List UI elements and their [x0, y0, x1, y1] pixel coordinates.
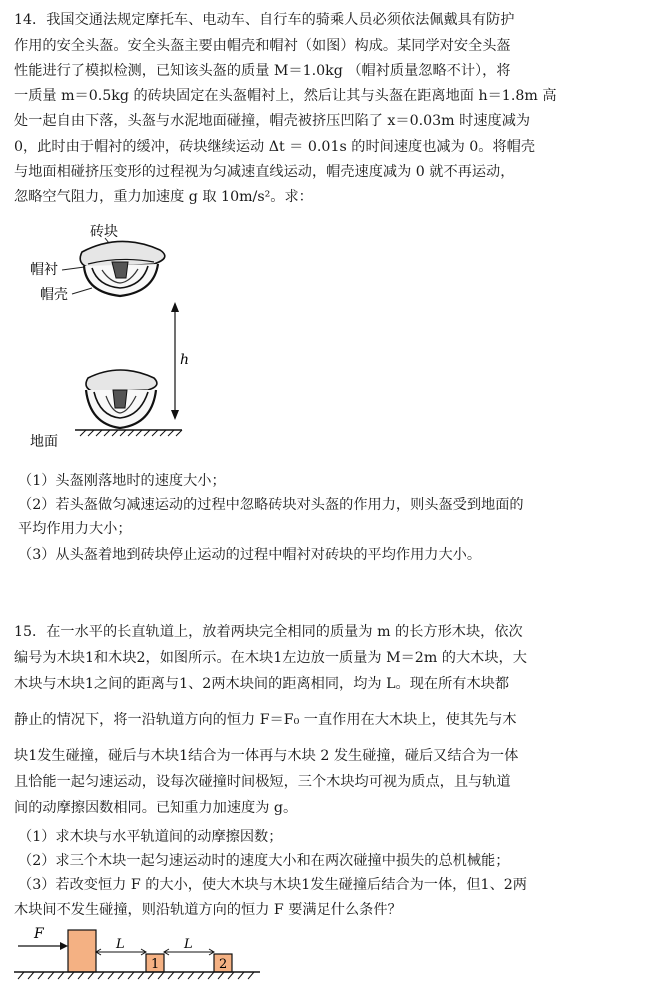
q15-line: 且恰能一起匀速运动，设每次碰撞时间极短，三个木块均可视为质点，且与轨道	[14, 774, 511, 790]
q14-line: 与地面相碰挤压变形的过程视为匀减速直线运动，帽壳速度减为 0 就不再运动，	[14, 164, 515, 180]
helmet-drop-figure	[20, 212, 220, 462]
height-label: h	[180, 352, 190, 368]
q15-sub-3-cont: 木块间不发生碰撞，则沿轨道方向的恒力 F 要满足什么条件？	[14, 902, 402, 918]
q14-line: 作用的安全头盔。安全头盔主要由帽壳和帽衬（如图）构成。某同学对安全头盔	[14, 38, 511, 54]
q14-sub-2-cont: 平均作用力大小；	[18, 521, 132, 537]
liner-label: 帽衬	[30, 262, 58, 278]
q15-sub-1: （1）求木块与水平轨道间的动摩擦因数；	[18, 829, 283, 845]
q15-line: 间的动摩擦因数相同。已知重力加速度为 g。	[14, 800, 298, 816]
gap2-label: L	[184, 937, 193, 952]
q15-line: 15．在一水平的长直轨道上，放着两块完全相同的质量为 m 的长方形木块，依次	[14, 624, 523, 640]
force-arrow-head	[60, 942, 68, 950]
q14-line: 14．我国交通法规定摩托车、电动车、自行车的骑乘人员必须依法佩戴具有防护	[14, 12, 515, 28]
height-arrow-top-head	[171, 302, 179, 312]
q14-line: 一质量 m＝0.5kg 的砖块固定在头盔帽衬上，然后让其与头盔在距离地面 h＝1.8m 高	[14, 88, 557, 104]
q14-line: 0，此时由于帽衬的缓冲，砖块继续运动 Δt ＝ 0.01s 的时间速度也减为 0。将帽壳	[14, 139, 536, 155]
q14-sub-1: （1）头盔刚落地时的速度大小；	[18, 473, 226, 489]
gap1-label: L	[116, 937, 125, 952]
q14-line: 忽略空气阻力，重力加速度 g 取 10m/s²。求：	[14, 189, 313, 205]
brick-label: 砖块	[90, 224, 118, 240]
shell-pointer	[72, 288, 92, 294]
q14-sub-2: （2）若头盔做匀减速运动的过程中忽略砖块对头盔的作用力，则头盔受到地面的	[18, 497, 524, 513]
q15-line: 块1发生碰撞，碰后与木块1结合为一体再与木块 2 发生碰撞，碰后又结合为一体	[14, 748, 519, 764]
block-2-label: 2	[219, 957, 228, 972]
q14-line: 性能进行了模拟检测，已知该头盔的质量 M＝1.0kg （帽衬质量忽略不计），将	[14, 63, 511, 79]
shell-label: 帽壳	[40, 287, 68, 303]
track-hatching	[18, 972, 254, 979]
helmet-lower	[86, 370, 157, 428]
q14-sub-3: （3）从头盔着地到砖块停止运动的过程中帽衬对砖块的平均作用力大小。	[18, 547, 482, 563]
blocks-track-figure	[14, 924, 264, 986]
big-block	[68, 930, 96, 972]
force-label: F	[34, 926, 44, 942]
ground-hatching	[80, 430, 182, 436]
q14-line: 处一起自由下落，头盔与水泥地面碰撞，帽壳被挤压凹陷了 x＝0.03m 时速度减为	[14, 113, 531, 129]
q15-line: 木块与木块1之间的距离与1、2两木块间的距离相同，均为 L。现在所有木块都	[14, 676, 510, 692]
height-arrow-bottom-head	[171, 410, 179, 420]
ground-label: 地面	[30, 434, 58, 450]
helmet-upper	[80, 241, 165, 296]
q15-sub-3: （3）若改变恒力 F 的大小，使大木块与木块1发生碰撞后结合为一体，但1、2两	[18, 877, 527, 893]
q15-sub-2: （2）求三个木块一起匀速运动时的速度大小和在两次碰撞中损失的总机械能；	[18, 853, 510, 869]
q15-line: 编号为木块1和木块2，如图所示。在木块1左边放一质量为 M＝2m 的大木块，大	[14, 650, 527, 666]
block-1-label: 1	[151, 957, 160, 972]
q15-line: 静止的情况下，将一沿轨道方向的恒力 F＝F₀ 一直作用在大木块上，使其先与木	[14, 712, 517, 728]
